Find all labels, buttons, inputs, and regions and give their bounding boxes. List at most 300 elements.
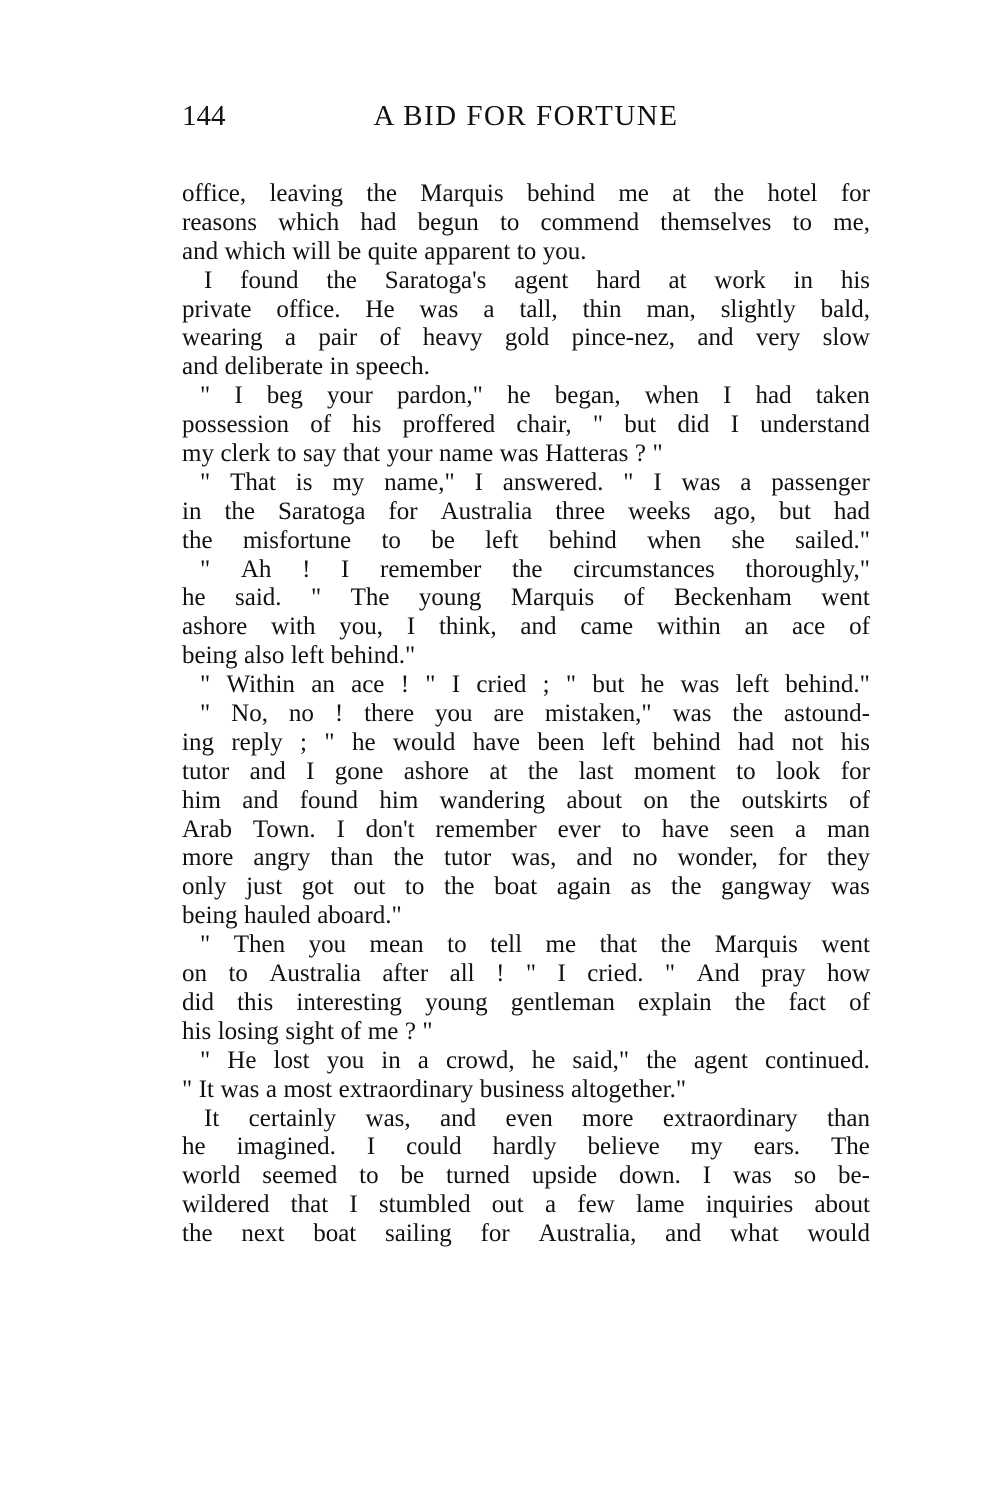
word: down.: [619, 1162, 681, 1190]
text-line: [182, 960, 870, 989]
word: most: [283, 1075, 333, 1103]
word: I: [234, 382, 243, 410]
word: with: [271, 613, 316, 641]
word: It: [198, 1075, 214, 1103]
word: I: [557, 960, 566, 988]
text-line: [182, 1162, 870, 1191]
word: began,: [554, 382, 621, 410]
word: he: [507, 382, 531, 410]
word: about: [566, 786, 623, 814]
word: ": [200, 1046, 211, 1074]
word: ago,: [713, 497, 756, 525]
word: begun: [417, 208, 479, 236]
word: was,: [511, 844, 557, 872]
word: I: [341, 555, 350, 583]
word: astound-: [783, 700, 870, 728]
word: a: [284, 324, 296, 352]
word: hauled: [244, 902, 311, 930]
word: taken: [815, 382, 870, 410]
word: pardon,": [396, 382, 483, 410]
word: answered.: [502, 468, 604, 496]
word: no: [288, 700, 314, 728]
word: his: [840, 266, 870, 294]
word: agent: [693, 1046, 748, 1074]
word: went: [821, 931, 870, 959]
word: say: [302, 440, 337, 468]
word: ": [182, 1075, 193, 1103]
word: was: [831, 873, 870, 901]
word: in: [329, 353, 350, 381]
word: Australia: [440, 497, 533, 525]
word: his: [840, 728, 870, 756]
word: did: [182, 988, 214, 1016]
word: a: [483, 295, 495, 323]
word: Hatteras: [545, 440, 629, 468]
word: turned: [446, 1162, 510, 1190]
word: aboard.": [317, 902, 402, 930]
word: even: [505, 1104, 553, 1132]
word: she: [731, 526, 765, 554]
text-line: [182, 209, 870, 238]
word: be-: [838, 1162, 870, 1190]
word: mistaken,": [544, 700, 652, 728]
word: world: [182, 1162, 241, 1190]
word: cried.: [587, 960, 644, 988]
word: beg: [266, 382, 303, 410]
word: in: [793, 266, 813, 294]
text-line: [182, 238, 870, 267]
word: to: [228, 960, 248, 988]
word: I: [702, 1162, 712, 1190]
word: found: [240, 266, 299, 294]
word: three: [555, 497, 606, 525]
word: you: [326, 1046, 365, 1074]
word: He: [365, 295, 395, 323]
word: that: [599, 931, 638, 959]
word: being: [182, 902, 238, 930]
word: passenger: [771, 468, 870, 496]
word: of: [310, 411, 332, 439]
word: ace: [791, 613, 826, 641]
word: to: [736, 757, 756, 785]
word: angry: [253, 844, 311, 872]
word: outskirts: [741, 786, 828, 814]
word: of: [379, 324, 401, 352]
text-line: [182, 642, 870, 671]
word: name,": [384, 468, 455, 496]
text-line: [182, 700, 870, 729]
text-line: [182, 382, 870, 411]
word: you.: [542, 237, 587, 265]
book-page: [182, 96, 870, 1249]
word: and: [249, 757, 286, 785]
word: not: [791, 728, 824, 756]
word: ever: [557, 815, 601, 843]
word: Marquis: [510, 584, 595, 612]
word: the: [366, 180, 397, 207]
word: I: [723, 382, 732, 410]
word: than: [330, 844, 374, 872]
text-line: [182, 1018, 870, 1047]
word: when: [647, 526, 702, 554]
word: left: [735, 671, 770, 699]
word: at: [672, 180, 691, 207]
word: to: [404, 873, 425, 901]
word: ashore: [182, 613, 248, 641]
word: after: [382, 960, 429, 988]
word: slow: [822, 324, 870, 352]
word: had: [755, 382, 792, 410]
word: understand: [760, 411, 870, 439]
word: Then: [233, 931, 286, 959]
word: thoroughly,": [745, 555, 870, 583]
word: again: [556, 873, 611, 901]
word: within: [656, 613, 721, 641]
word: would: [392, 728, 456, 756]
word: slightly: [720, 295, 796, 323]
word: you,: [339, 613, 384, 641]
book-title: A BID FOR FORTUNE: [373, 100, 679, 132]
word: and: [576, 844, 613, 872]
word: sight: [285, 1017, 334, 1045]
word: out: [491, 1191, 524, 1219]
word: him: [182, 786, 221, 814]
word: the: [393, 844, 424, 872]
word: man,: [646, 295, 696, 323]
word: your: [327, 382, 373, 410]
running-head: [182, 96, 870, 136]
word: just: [246, 873, 283, 901]
word: at: [489, 757, 508, 785]
word: circumstances: [573, 555, 715, 583]
word: Ah: [240, 555, 272, 583]
word: they: [826, 844, 870, 872]
word: ?: [634, 440, 646, 468]
word: of: [849, 988, 870, 1016]
word: to: [381, 526, 401, 554]
word: the: [511, 555, 543, 583]
word: Within: [226, 671, 295, 699]
word: my: [690, 1133, 723, 1161]
word: young: [418, 584, 482, 612]
word: the: [443, 873, 475, 901]
word: behind.": [785, 671, 870, 699]
word: did: [677, 411, 710, 439]
word: said.: [235, 584, 282, 612]
word: Town.: [252, 815, 316, 843]
word: when: [644, 382, 699, 410]
word: said,": [572, 1046, 630, 1074]
word: last: [578, 757, 614, 785]
word: he: [640, 671, 665, 699]
word: he: [351, 728, 376, 756]
word: believe: [587, 1133, 660, 1161]
word: an: [744, 613, 769, 641]
body-text: [182, 180, 870, 1249]
word: than: [826, 1104, 870, 1132]
word: was: [672, 700, 712, 728]
text-line: [182, 1076, 870, 1105]
text-line: [182, 844, 870, 873]
word: crowd,: [445, 1046, 515, 1074]
word: agent: [514, 266, 569, 294]
word: That: [230, 468, 276, 496]
word: clerk: [220, 440, 271, 468]
text-line: [182, 411, 870, 440]
word: commend: [540, 208, 640, 236]
word: gone: [334, 757, 384, 785]
word: no: [632, 844, 658, 872]
text-line: [182, 469, 870, 498]
word: was: [680, 671, 720, 699]
word: wearing: [182, 324, 263, 352]
text-line: [182, 758, 870, 787]
word: the: [326, 266, 357, 294]
word: lame: [635, 1191, 685, 1219]
word: and: [182, 237, 219, 265]
word: my: [332, 468, 365, 496]
word: to: [359, 1162, 379, 1190]
word: wonder,: [677, 844, 758, 872]
word: was: [499, 440, 539, 468]
text-line: [182, 1105, 870, 1134]
word: The: [350, 584, 390, 612]
word: to: [447, 931, 467, 959]
text-line: [182, 527, 870, 556]
word: the: [182, 1220, 213, 1248]
word: to: [792, 208, 812, 236]
text-line: [182, 498, 870, 527]
word: ": [200, 931, 211, 959]
word: and: [697, 324, 734, 352]
word: name: [439, 440, 494, 468]
word: was: [220, 1075, 260, 1103]
word: I: [474, 468, 483, 496]
text-line: [182, 787, 870, 816]
word: left: [485, 526, 519, 554]
word: No,: [231, 700, 268, 728]
word: you: [308, 931, 347, 959]
word: my: [182, 440, 214, 468]
word: have: [661, 815, 709, 843]
word: hotel: [767, 180, 818, 207]
text-line: [182, 440, 870, 469]
word: of: [623, 584, 645, 612]
word: for: [388, 497, 418, 525]
word: Marquis: [714, 931, 798, 959]
word: are: [493, 700, 524, 728]
word: ing: [182, 728, 214, 756]
word: weeks: [628, 497, 691, 525]
word: cried: [476, 671, 527, 699]
word: and: [440, 1104, 477, 1132]
word: the: [182, 526, 213, 554]
word: Saratoga's: [384, 266, 487, 294]
word: on: [643, 786, 669, 814]
word: had: [360, 208, 397, 236]
word: he: [182, 584, 206, 612]
word: a: [417, 1046, 429, 1074]
word: would: [807, 1220, 870, 1248]
text-line: [182, 1133, 870, 1162]
word: ": [200, 700, 211, 728]
word: ": [525, 960, 537, 988]
word: seemed: [262, 1162, 338, 1190]
word: The: [831, 1133, 870, 1161]
word: !: [496, 960, 505, 988]
word: !: [302, 555, 311, 583]
word: Australia: [269, 960, 361, 988]
word: gangway: [721, 873, 812, 901]
word: deliberate: [224, 353, 324, 381]
word: have: [472, 728, 520, 756]
text-line: [182, 1220, 870, 1249]
text-line: [182, 296, 870, 325]
word: the: [713, 180, 745, 207]
word: he: [182, 1133, 206, 1161]
word: wandering: [439, 786, 546, 814]
word: Australia,: [538, 1220, 637, 1248]
word: a: [740, 468, 752, 496]
word: his: [352, 411, 382, 439]
word: stumbled: [378, 1191, 471, 1219]
word: that: [290, 1191, 329, 1219]
word: for: [777, 844, 807, 872]
word: left: [290, 642, 325, 670]
word: Saratoga: [277, 497, 366, 525]
word: extraordinary: [662, 1104, 798, 1132]
word: pair: [318, 324, 358, 352]
word: I: [349, 1191, 358, 1219]
text-line: [182, 1191, 870, 1220]
word: sailing: [385, 1220, 452, 1248]
word: seen: [729, 815, 775, 843]
word: me: [545, 931, 577, 959]
word: for: [840, 180, 870, 207]
word: me,: [833, 208, 870, 236]
text-line: [182, 180, 870, 209]
word: wildered: [182, 1191, 270, 1219]
text-line: [182, 613, 870, 642]
word: It: [204, 1104, 220, 1132]
word: imagined.: [236, 1133, 336, 1161]
word: in: [381, 1046, 401, 1074]
text-line: [182, 556, 870, 585]
word: your: [386, 440, 433, 468]
word: apparent: [424, 237, 511, 265]
word: left: [601, 728, 636, 756]
word: remember: [435, 815, 537, 843]
word: business: [479, 1075, 565, 1103]
word: found: [299, 786, 359, 814]
word: office,: [182, 180, 247, 207]
word: I: [730, 411, 739, 439]
word: only: [182, 873, 227, 901]
word: was: [419, 295, 459, 323]
word: be: [431, 526, 455, 554]
text-line: [182, 353, 870, 382]
word: of: [849, 613, 870, 641]
word: certainly: [248, 1104, 337, 1132]
word: tutor: [182, 757, 230, 785]
word: Arab: [182, 815, 232, 843]
word: office.: [276, 295, 341, 323]
text-line: [182, 902, 870, 931]
word: fact: [788, 988, 826, 1016]
text-line: [182, 729, 870, 758]
word: boat: [313, 1220, 357, 1248]
word: I: [306, 757, 315, 785]
word: this: [237, 988, 274, 1016]
word: to: [276, 440, 297, 468]
word: and: [242, 786, 279, 814]
text-line: [182, 931, 870, 960]
word: ": [623, 468, 634, 496]
word: out: [353, 873, 386, 901]
word: private: [182, 295, 252, 323]
word: tall,: [519, 295, 558, 323]
word: could: [406, 1133, 462, 1161]
word: was: [733, 1162, 772, 1190]
word: continued.: [765, 1046, 870, 1074]
word: ": [324, 728, 335, 756]
word: I: [366, 1133, 376, 1161]
word: next: [241, 1220, 285, 1248]
word: ;: [300, 728, 307, 756]
word: ": [592, 411, 604, 439]
word: what: [730, 1220, 779, 1248]
word: chair,: [516, 411, 572, 439]
word: ": [425, 671, 436, 699]
word: an: [311, 671, 335, 699]
word: of: [340, 1017, 362, 1045]
text-line: [182, 816, 870, 845]
text-line: [182, 873, 870, 902]
word: about: [814, 1191, 870, 1219]
word: ": [310, 584, 322, 612]
word: got: [301, 873, 334, 901]
word: being: [182, 642, 238, 670]
word: inquiries: [705, 1191, 794, 1219]
word: more: [582, 1104, 634, 1132]
word: went: [821, 584, 870, 612]
word: had: [737, 728, 775, 756]
word: tutor: [443, 844, 492, 872]
word: at: [668, 266, 687, 294]
word: behind: [548, 526, 617, 554]
word: more: [182, 844, 234, 872]
word: thin: [582, 295, 622, 323]
word: gold: [504, 324, 550, 352]
word: came: [580, 613, 634, 641]
word: ?: [404, 1017, 416, 1045]
word: possession: [182, 411, 289, 439]
word: the: [527, 757, 559, 785]
word: misfortune: [242, 526, 352, 554]
word: for: [480, 1220, 510, 1248]
word: losing: [217, 1017, 279, 1045]
word: the: [689, 786, 721, 814]
word: had: [833, 497, 870, 525]
word: think,: [438, 613, 497, 641]
word: and: [520, 613, 557, 641]
word: altogether.": [571, 1075, 687, 1103]
word: gentleman: [510, 988, 615, 1016]
word: be: [400, 1162, 425, 1190]
word: ashore: [403, 757, 470, 785]
word: also: [244, 642, 285, 670]
word: look: [775, 757, 821, 785]
